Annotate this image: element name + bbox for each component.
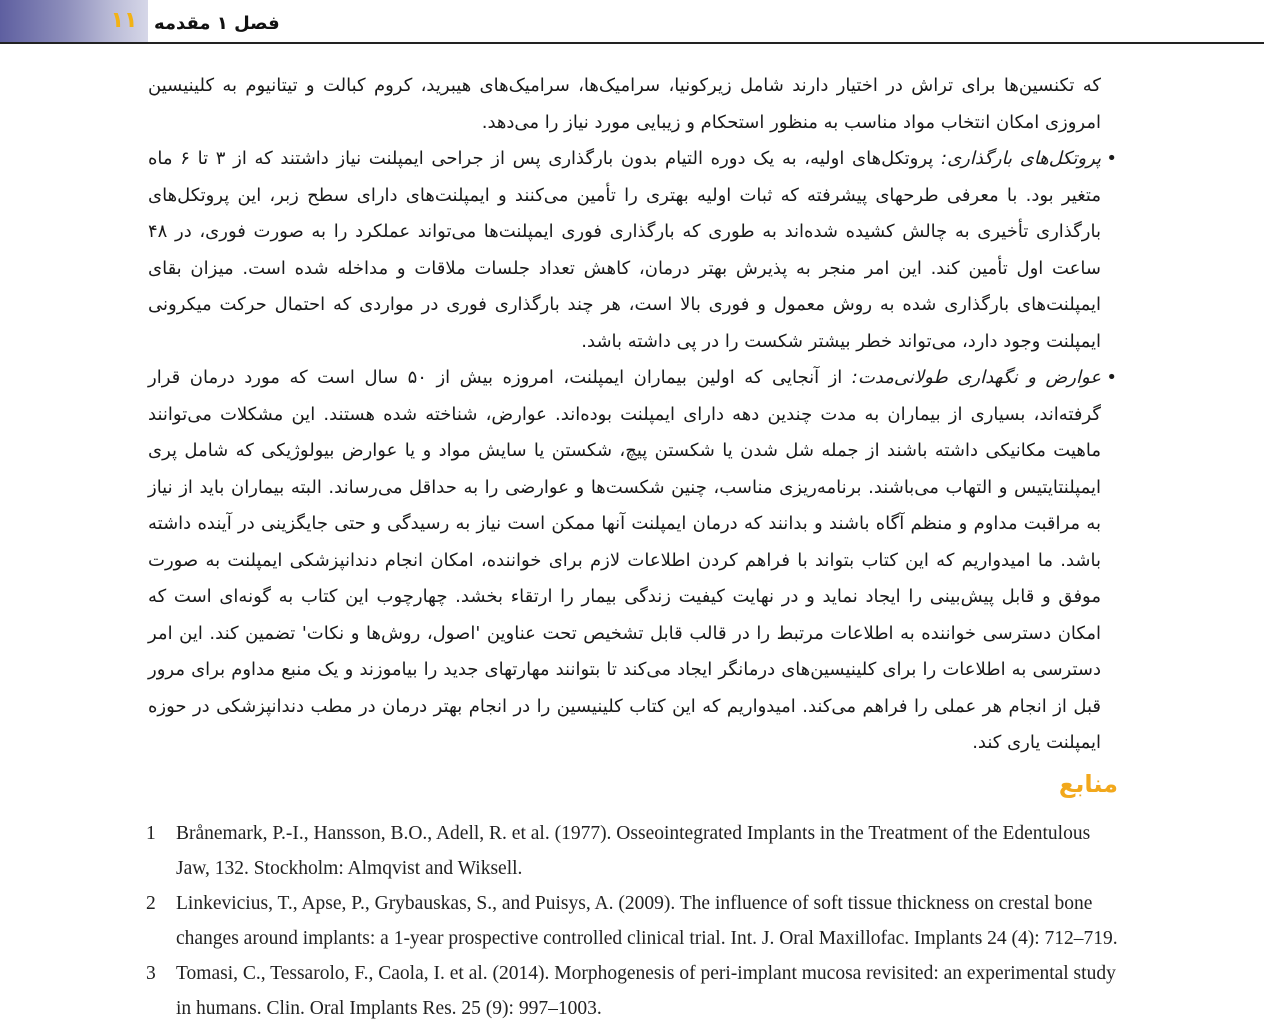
bullet-complications bbox=[148, 360, 1117, 762]
bullet-text: از آنجایی که اولین بیماران ایمپلنت، امروزه بیش از ۵۰ سال است که مورد درمان قرار گرفته‌اند، بسیاری از بیماران به مدت چندین دهه دارای ایمپلنت بوده‌اند. عوارض، شناخته شده هستند. این مشکلات می‌توانند ماهیت مکانیکی داشته باشند از جمله شل شدن یا شکستن پیچ، شکستن یا سایش مواد و یا عوارض بیولوژیکی که شامل پری ایمپلنتایتیس و التهاب می‌باشند. برنامه‌ریزی مناسب، چنین شکست‌ها و عوارضی را به حداقل می‌رساند. البته بیماران باید از نیاز به مراقبت مداوم و منظم آگاه باشند و بدانند که درمان ایمپلنت آنها ممکن است نیاز به رسیدگی و حتی جایگزینی در آینده داشته باشد. ما امیدواریم که این کتاب بتواند با فراهم کردن اطلاعات لازم برای خواننده، امکان انجام دندانپزشکی ایمپلنت به صورت موفق و قابل پیش‌بینی را ایجاد نماید و در نهایت کیفیت زندگی بیمار را ارتقاء بخشد. چهارچوب این کتاب به گونه‌ای است که امکان دسترسی خواننده به اطلاعات مرتبط را در قالب قابل تشخیص تحت عناوین 'اصول، روش‌ها و نکات' تضمین کند. این امر دسترسی به اطلاعات را برای کلینیسین‌های درمانگر ایجاد می‌کند تا بتوانند مهارتهای جدید را بیاموزند و یک منبع مداوم برای مرور قبل از انجام هر عملی را فراهم می‌کند. امیدواریم که این کتاب کلینیسین را در انجام بهتر درمان در مطب دندانپزشکی در حوزه ایمپلنت یاری کند. bbox=[148, 367, 1101, 753]
reference-text: Brånemark, P.-I., Hansson, B.O., Adell, R. et al. (1977). Osseointegrated Implants in the Treatment of the Edentulous Jaw, 132. Stockholm: Almqvist and Wiksell. bbox=[176, 823, 1091, 879]
reference-number: 1 bbox=[146, 823, 156, 844]
page-number: ۱۱ bbox=[110, 8, 138, 33]
bullet-loading-protocols bbox=[148, 141, 1117, 360]
bullet-dot-icon: • bbox=[1106, 367, 1117, 388]
reference-number: 2 bbox=[146, 893, 156, 914]
bullet-dot-icon: • bbox=[1106, 148, 1117, 169]
reference-text: Linkevicius, T., Apse, P., Grybauskas, S., and Puisys, A. (2009). The influence of soft tissue thickness on crestal bone changes around implants: a 1-year prospective controlled clinical trial. Int. J. Oral Maxillofac. Implants 24 (4): 712–719. bbox=[176, 893, 1118, 949]
header-divider bbox=[0, 42, 1264, 44]
chapter-title: فصل ۱ مقدمه bbox=[154, 13, 280, 34]
reference-item bbox=[146, 816, 1118, 886]
reference-number: 3 bbox=[146, 963, 156, 984]
reference-item bbox=[146, 956, 1118, 1026]
references-heading: منابع bbox=[1058, 770, 1118, 798]
bullet-lead: عوارض و نگهداری طولانی‌مدت: bbox=[851, 367, 1101, 388]
reference-text: Tomasi, C., Tessarolo, F., Caola, I. et al. (2014). Morphogenesis of peri-implant mucosa revisited: an experimental study in humans. Clin. Oral Implants Res. 25 (9): 997–1003. bbox=[176, 963, 1116, 1019]
reference-item bbox=[146, 886, 1118, 956]
references-list bbox=[146, 816, 1118, 1026]
body-text bbox=[148, 68, 1117, 762]
paragraph-continued: که تکنسین‌ها برای تراش در اختیار دارند شامل زیرکونیا، سرامیک‌ها، سرامیک‌های هیبرید، کروم کبالت و تیتانیوم به کلینیسین امروزی امکان انتخاب مواد مناسب به منظور استحکام و زیبایی مورد نیاز را می‌دهد. bbox=[148, 75, 1101, 133]
bullet-text: پروتکل‌های اولیه، به یک دوره التیام بدون بارگذاری پس از جراحی ایمپلنت نیاز داشتند که از ۳ تا ۶ ماه متغیر بود. با معرفی طرحهای پیشرفته که ثبات اولیه بهتری را تأمین می‌کنند و ایمپلنت‌های دارای سطح زبر، این پروتکل‌های بارگذاری تأخیری به چالش کشیده شده‌اند به طوری که بارگذاری فوری ایمپلنت‌ها می‌تواند عملکرد را به صورت فوری، در ۴۸ ساعت اول تأمین کند. این امر منجر به پذیرش بهتر درمان، کاهش تعداد جلسات ملاقات و مداخله شده است. میزان بقای ایمپلنت‌های بارگذاری شده به روش معمول و فوری بالا است، هر چند بارگذاری فوری در مواردی که احتمال حرکت میکرونی ایمپلنت وجود دارد، می‌تواند خطر بیشتر شکست را در پی داشته باشد. bbox=[148, 148, 1101, 352]
bullet-lead: پروتکل‌های بارگذاری: bbox=[941, 148, 1102, 169]
